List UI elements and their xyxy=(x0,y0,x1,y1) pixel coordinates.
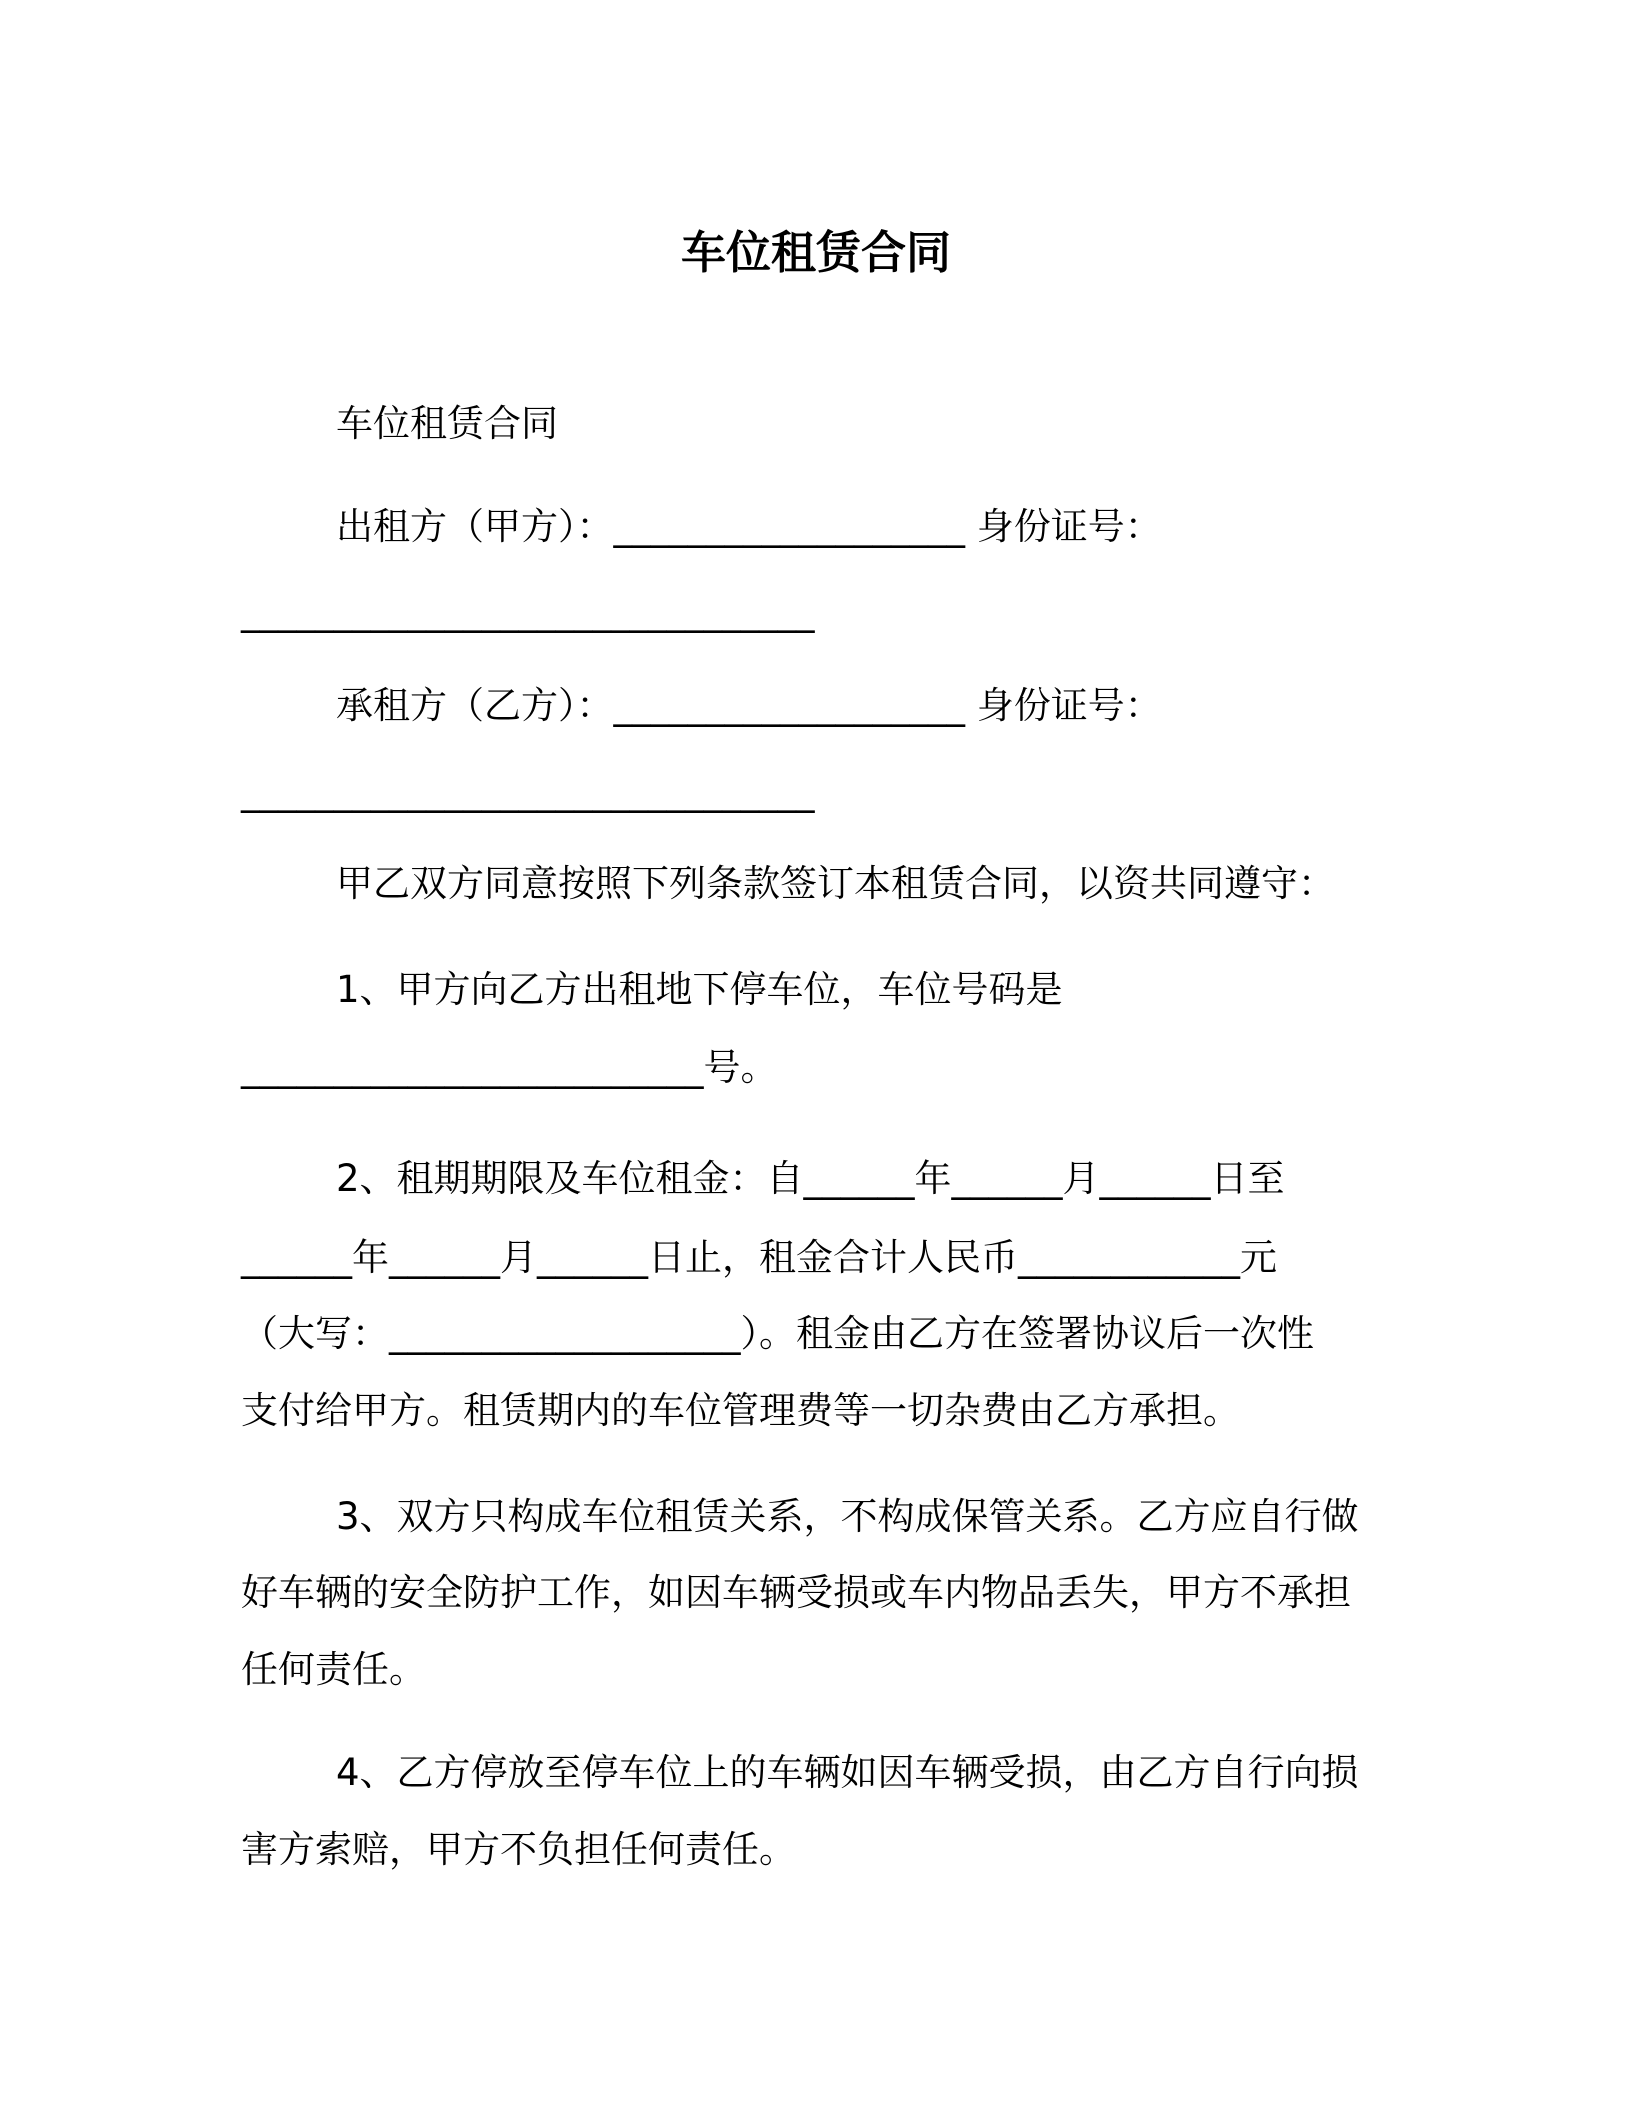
clause-line: 3、双方只构成车位租赁关系，不构成保管关系。乙方应自行做 xyxy=(336,1495,1359,1538)
lessor-line: 出租方（甲方）：___________________ 身份证号： xyxy=(336,505,1162,548)
clause-line: 任何责任。 xyxy=(241,1648,426,1691)
document-subtitle: 车位租赁合同 xyxy=(336,402,558,445)
preamble: 甲乙双方同意按照下列条款签订本租赁合同，以资共同遵守： xyxy=(336,862,1335,905)
clause-line: ______年______月______日止，租金合计人民币____________元 xyxy=(241,1236,1277,1279)
clause-line: 2、租期期限及车位租金：自______年______月______日至 xyxy=(336,1157,1285,1200)
clause-line: 4、乙方停放至停车位上的车辆如因车辆受损，由乙方自行向损 xyxy=(336,1751,1359,1794)
clause-line: 1、甲方向乙方出租地下停车位，车位号码是 xyxy=(336,968,1063,1011)
document-title: 车位租赁合同 xyxy=(680,226,951,279)
lessee-id-blank: _______________________________ xyxy=(241,770,815,813)
clause-line: 害方索赔，甲方不负担任何责任。 xyxy=(241,1828,796,1871)
clause-line: 好车辆的安全防护工作，如因车辆受损或车内物品丢失，甲方不承担 xyxy=(241,1571,1351,1614)
clause-line: （大写：___________________）。租金由乙方在签署协议后一次性 xyxy=(241,1312,1314,1355)
clause-line: _________________________号。 xyxy=(241,1046,778,1089)
lessor-id-blank: _______________________________ xyxy=(241,590,815,633)
lessee-line: 承租方（乙方）：___________________ 身份证号： xyxy=(336,684,1162,727)
clause-line: 支付给甲方。租赁期内的车位管理费等一切杂费由乙方承担。 xyxy=(241,1389,1240,1432)
